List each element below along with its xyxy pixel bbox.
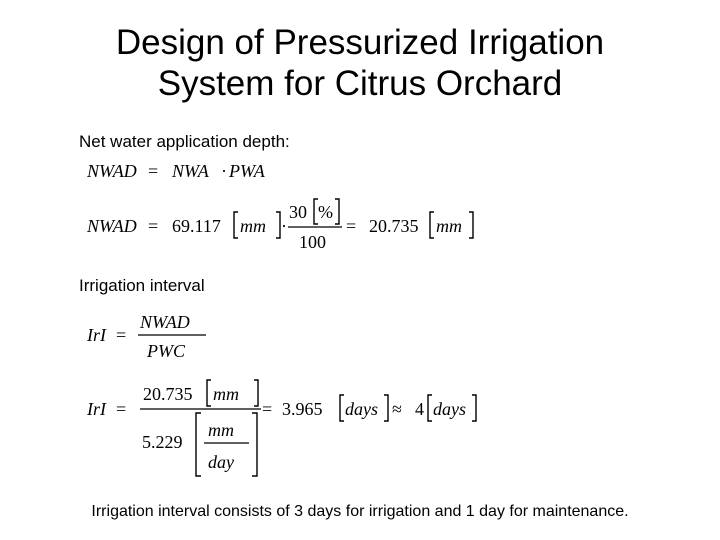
bracket-right	[276, 212, 280, 238]
nwad-formula-term2: PWA	[229, 161, 265, 181]
title-line-1: Design of Pressurized Irrigation	[115, 23, 605, 62]
bracket-left	[196, 413, 201, 476]
bracket-right	[254, 380, 258, 406]
nwad-calc-result: 20.735	[369, 216, 419, 236]
nwad-calc-pct-sym: %	[318, 202, 333, 222]
iri-calc-result: 3.965	[282, 399, 323, 419]
bracket-right	[472, 395, 476, 421]
bracket-left	[234, 212, 238, 238]
footer-note: Irrigation interval consists of 3 days for irrigation and 1 day for maintenance.	[91, 503, 629, 520]
bracket-right	[252, 413, 257, 476]
iri-calc-rounded: 4	[415, 399, 424, 419]
nwad-calc-result-unit: mm	[436, 216, 462, 236]
title-line-2: System for Citrus Orchard	[157, 64, 563, 103]
iri-calc-den-unit-num: mm	[208, 420, 234, 440]
nwad-calculation	[86, 199, 473, 252]
nwad-calc-lhs: NWAD	[87, 216, 137, 236]
iri-formula-eq: =	[116, 325, 127, 345]
iri-calculation	[86, 380, 476, 476]
iri-calc-result-unit: days	[345, 399, 378, 419]
section-label-interval: Irrigation interval	[79, 276, 205, 295]
bracket-right	[469, 212, 473, 238]
bracket-right	[384, 395, 388, 421]
nwad-calc-value: 69.117	[172, 216, 221, 236]
nwad-calc-dot: ·	[281, 216, 287, 236]
iri-calc-eq1: =	[116, 399, 127, 419]
iri-calc-num-value: 20.735	[143, 384, 193, 404]
bracket-left	[207, 380, 211, 406]
bracket-left	[340, 395, 344, 421]
nwad-formula	[86, 161, 266, 181]
iri-calc-lhs: IrI	[87, 399, 106, 419]
iri-formula-num: NWAD	[140, 312, 190, 332]
iri-calc-rounded-unit: days	[433, 399, 466, 419]
nwad-calc-pct-num: 30	[289, 202, 307, 222]
bracket-left	[430, 212, 434, 238]
nwad-formula-dot: ·	[221, 161, 227, 181]
iri-calc-den-value: 5.229	[142, 432, 183, 452]
nwad-formula-eq: =	[148, 161, 159, 181]
bracket-left	[428, 395, 432, 421]
nwad-calc-unit: mm	[240, 216, 266, 236]
iri-formula	[86, 312, 206, 361]
nwad-formula-term1: NWA	[172, 161, 209, 181]
bracket-right	[335, 199, 339, 224]
iri-formula-lhs: IrI	[87, 325, 106, 345]
section-label-nwad: Net water application depth:	[79, 132, 290, 151]
iri-calc-eq2: =	[262, 399, 273, 419]
nwad-formula-lhs: NWAD	[87, 161, 137, 181]
nwad-calc-pct-den: 100	[299, 232, 326, 252]
iri-calc-approx: ≈	[392, 399, 402, 419]
iri-calc-num-unit: mm	[213, 384, 239, 404]
nwad-calc-eq1: =	[148, 216, 159, 236]
iri-formula-den: PWC	[147, 341, 185, 361]
nwad-calc-eq2: =	[346, 216, 357, 236]
iri-calc-den-unit-den: day	[208, 452, 234, 472]
